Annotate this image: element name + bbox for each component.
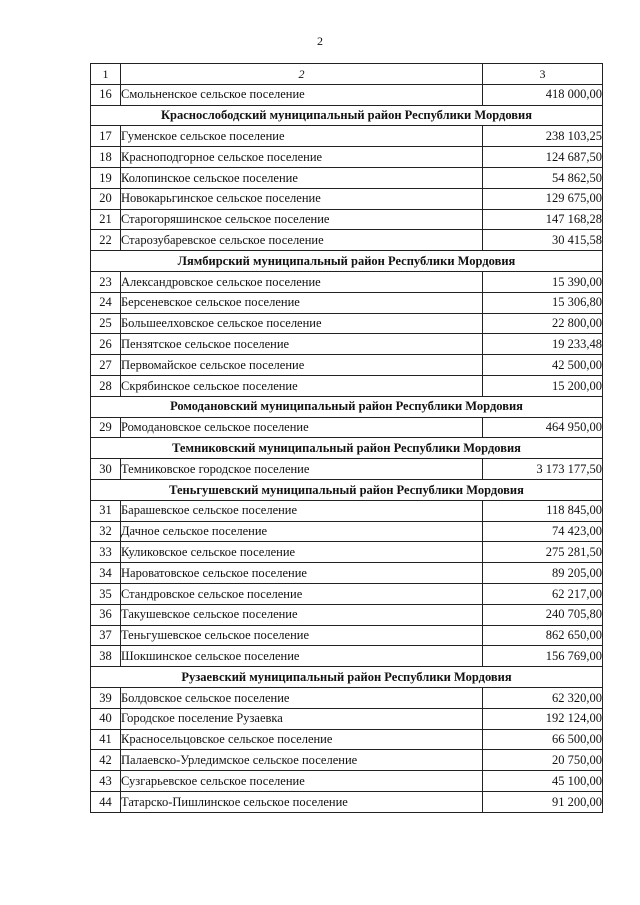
settlement-name: Гуменское сельское поселение (121, 126, 483, 147)
table-row (91, 334, 603, 355)
header-col-1: 1 (91, 64, 121, 85)
table-row (91, 791, 603, 812)
page-number: 2 (317, 34, 323, 48)
table-row (91, 271, 603, 292)
row-number: 28 (91, 375, 121, 396)
table-row (91, 375, 603, 396)
row-number: 33 (91, 542, 121, 563)
row-number: 31 (91, 500, 121, 521)
row-number: 18 (91, 147, 121, 168)
settlement-name: Теньгушевское сельское поселение (121, 625, 483, 646)
row-number: 36 (91, 604, 121, 625)
district-header-row (91, 667, 603, 688)
table-row (91, 604, 603, 625)
row-number: 38 (91, 646, 121, 667)
table-row (91, 209, 603, 230)
table-row (91, 750, 603, 771)
amount: 20 750,00 (483, 750, 603, 771)
amount: 62 320,00 (483, 687, 603, 708)
amount: 124 687,50 (483, 147, 603, 168)
row-number: 29 (91, 417, 121, 438)
amount: 147 168,28 (483, 209, 603, 230)
settlement-name: Скрябинское сельское поселение (121, 375, 483, 396)
amount: 3 173 177,50 (483, 459, 603, 480)
row-number: 24 (91, 292, 121, 313)
district-title: Теньгушевский муниципальный район Республики Мордовия (91, 479, 603, 500)
settlement-name: Болдовское сельское поселение (121, 687, 483, 708)
row-number: 41 (91, 729, 121, 750)
settlement-name: Первомайское сельское поселение (121, 355, 483, 376)
table-row (91, 687, 603, 708)
settlement-name: Куликовское сельское поселение (121, 542, 483, 563)
table-row (91, 292, 603, 313)
district-title: Темниковский муниципальный район Республики Мордовия (91, 438, 603, 459)
settlement-name: Старозубаревское сельское поселение (121, 230, 483, 251)
row-number: 32 (91, 521, 121, 542)
amount: 45 100,00 (483, 771, 603, 792)
table-row (91, 230, 603, 251)
amount: 862 650,00 (483, 625, 603, 646)
row-number: 34 (91, 563, 121, 584)
settlement-name: Стандровское сельское поселение (121, 583, 483, 604)
district-title: Ромодановский муниципальный район Республики Мордовия (91, 396, 603, 417)
settlement-name: Смольненское сельское поселение (121, 84, 483, 105)
row-number: 17 (91, 126, 121, 147)
amount: 30 415,58 (483, 230, 603, 251)
district-title: Краснослободский муниципальный район Республики Мордовия (91, 105, 603, 126)
table-row (91, 167, 603, 188)
table-row (91, 646, 603, 667)
amount: 91 200,00 (483, 791, 603, 812)
amount: 275 281,50 (483, 542, 603, 563)
row-number: 19 (91, 167, 121, 188)
district-header-row (91, 105, 603, 126)
row-number: 16 (91, 84, 121, 105)
settlement-name: Такушевское сельское поселение (121, 604, 483, 625)
district-header-row (91, 396, 603, 417)
amount: 15 390,00 (483, 271, 603, 292)
amount: 19 233,48 (483, 334, 603, 355)
table-row (91, 708, 603, 729)
settlement-name: Шокшинское сельское поселение (121, 646, 483, 667)
amount: 89 205,00 (483, 563, 603, 584)
row-number: 22 (91, 230, 121, 251)
settlement-name: Татарско-Пишлинское сельское поселение (121, 791, 483, 812)
amount: 22 800,00 (483, 313, 603, 334)
amount: 418 000,00 (483, 84, 603, 105)
amount: 118 845,00 (483, 500, 603, 521)
district-header-row (91, 251, 603, 272)
settlement-name: Городское поселение Рузаевка (121, 708, 483, 729)
settlement-name: Пензятское сельское поселение (121, 334, 483, 355)
row-number: 42 (91, 750, 121, 771)
table-row (91, 521, 603, 542)
table-row (91, 188, 603, 209)
settlement-name: Старогоряшинское сельское поселение (121, 209, 483, 230)
settlement-name: Александровское сельское поселение (121, 271, 483, 292)
table-row (91, 126, 603, 147)
settlement-name: Палаевско-Урледимское сельское поселение (121, 750, 483, 771)
header-col-2: 2 (121, 64, 483, 85)
row-number: 35 (91, 583, 121, 604)
table-row (91, 459, 603, 480)
settlement-name: Колопинское сельское поселение (121, 167, 483, 188)
row-number: 25 (91, 313, 121, 334)
row-number: 26 (91, 334, 121, 355)
settlement-name: Ромодановское сельское поселение (121, 417, 483, 438)
amount: 42 500,00 (483, 355, 603, 376)
table-row (91, 771, 603, 792)
table-row (91, 542, 603, 563)
amount: 129 675,00 (483, 188, 603, 209)
row-number: 27 (91, 355, 121, 376)
amount: 192 124,00 (483, 708, 603, 729)
table-row (91, 84, 603, 105)
settlement-name: Дачное сельское поселение (121, 521, 483, 542)
settlement-name: Новокарьгинское сельское поселение (121, 188, 483, 209)
amount: 464 950,00 (483, 417, 603, 438)
table-row (91, 417, 603, 438)
amount: 62 217,00 (483, 583, 603, 604)
table-header-row (91, 64, 603, 85)
table-row (91, 313, 603, 334)
amount: 240 705,80 (483, 604, 603, 625)
settlement-name: Нароватовское сельское поселение (121, 563, 483, 584)
settlements-table (90, 63, 603, 813)
table-row (91, 147, 603, 168)
table-row (91, 500, 603, 521)
row-number: 39 (91, 687, 121, 708)
settlement-name: Берсеневское сельское поселение (121, 292, 483, 313)
amount: 156 769,00 (483, 646, 603, 667)
table-row (91, 625, 603, 646)
settlement-name: Барашевское сельское поселение (121, 500, 483, 521)
settlement-name: Большеелховское сельское поселение (121, 313, 483, 334)
amount: 74 423,00 (483, 521, 603, 542)
settlement-name: Красноподгорное сельское поселение (121, 147, 483, 168)
district-header-row (91, 479, 603, 500)
amount: 15 306,80 (483, 292, 603, 313)
table-row (91, 355, 603, 376)
table-row (91, 583, 603, 604)
row-number: 37 (91, 625, 121, 646)
row-number: 20 (91, 188, 121, 209)
amount: 238 103,25 (483, 126, 603, 147)
district-title: Рузаевский муниципальный район Республики Мордовия (91, 667, 603, 688)
settlement-name: Красносельцовское сельское поселение (121, 729, 483, 750)
row-number: 30 (91, 459, 121, 480)
amount: 66 500,00 (483, 729, 603, 750)
amount: 54 862,50 (483, 167, 603, 188)
settlement-name: Темниковское городское поселение (121, 459, 483, 480)
row-number: 40 (91, 708, 121, 729)
district-header-row (91, 438, 603, 459)
amount: 15 200,00 (483, 375, 603, 396)
row-number: 44 (91, 791, 121, 812)
row-number: 21 (91, 209, 121, 230)
header-col-3: 3 (483, 64, 603, 85)
row-number: 23 (91, 271, 121, 292)
row-number: 43 (91, 771, 121, 792)
district-title: Лямбирский муниципальный район Республики Мордовия (91, 251, 603, 272)
settlement-name: Сузгарьевское сельское поселение (121, 771, 483, 792)
table-row (91, 563, 603, 584)
table-row (91, 729, 603, 750)
